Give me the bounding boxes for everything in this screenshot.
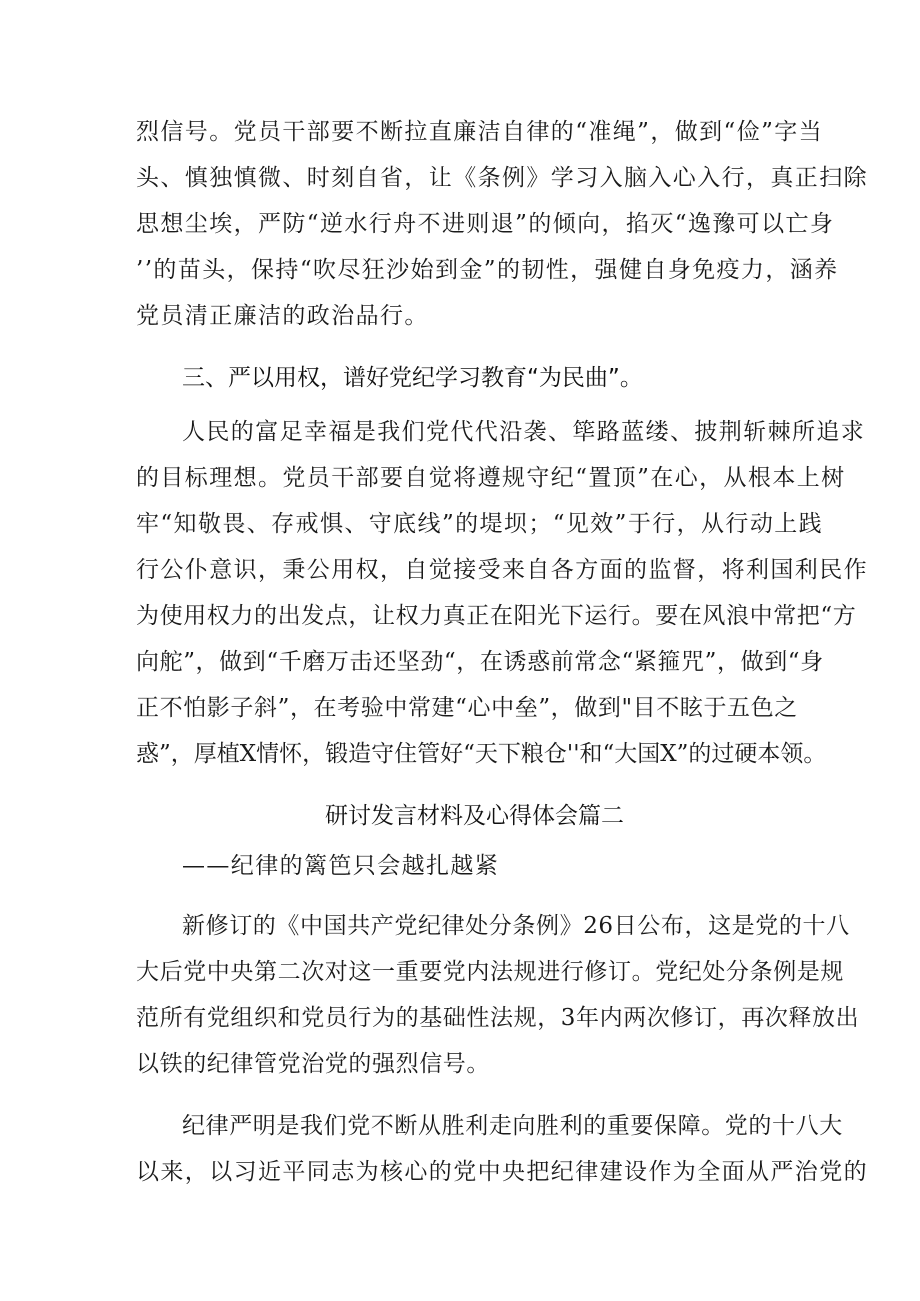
paragraph-line: 向舵”，做到“千磨万击还坚劲“，在诱惑前常念“紧箍咒”，做到“身 bbox=[136, 649, 824, 675]
paragraph-line: 思想尘埃，严防“逆水行舟不进则退”的倾向，掐灭“逸豫可以亡身 bbox=[136, 211, 835, 237]
paragraph-line: 惑”，厚植X情怀，锻造守住管好“天下粮仓''和“大国X”的过硬本领。 bbox=[136, 741, 827, 767]
article-subtitle: ——纪律的篱笆只会越扎越紧 bbox=[182, 853, 500, 879]
paragraph-line: 牢“知敬畏、存戒惧、守底线”的堤坝；“见效”于行，从行动上践 bbox=[136, 511, 824, 537]
paragraph-line: ’’的苗头，保持“吹尽狂沙始到金”的韧性，强健自身免疫力，涵养 bbox=[136, 257, 839, 283]
paragraph-line: 的目标理想。党员干部要自觉将遵规守纪“置顶”在心，从根本上树 bbox=[136, 465, 846, 491]
paragraph-line: 大后党中央第二次对这一重要党内法规进行修订。党纪处分条例是规 bbox=[136, 959, 844, 985]
paragraph-line: 以铁的纪律管党治党的强烈信号。 bbox=[136, 1051, 490, 1077]
paragraph-line: 范所有党组织和党员行为的基础性法规，3年内两次修订，再次释放出 bbox=[136, 1005, 860, 1031]
paragraph-line: 头、慎独慎微、时刻自省，让《条例》学习入脑入心入行，真正扫除 bbox=[136, 165, 868, 191]
paragraph-line: 纪律严明是我们党不断从胜利走向胜利的重要保障。党的十八大 bbox=[182, 1113, 843, 1139]
paragraph-line: 正不怕影子斜”，在考验中常建“心中垒”，做到"目不眩于五色之 bbox=[136, 695, 798, 721]
paragraph-line: 以来，以习近平同志为核心的党中央把纪律建设作为全面从严治党的 bbox=[136, 1159, 868, 1185]
paragraph-line: 新修订的《中国共产党纪律处分条例》26日公布，这是党的十八 bbox=[182, 913, 850, 939]
paragraph-line: 行公仆意识，秉公用权，自觉接受来自各方面的监督，将利国利民作 bbox=[136, 557, 868, 583]
paragraph-line: 党员清正廉洁的政治品行。 bbox=[136, 303, 429, 329]
section-heading: 三、严以用权，谱好党纪学习教育“为民曲”。 bbox=[182, 365, 643, 391]
article-title: 研讨发言材料及心得体会篇二 bbox=[325, 803, 624, 829]
paragraph-line: 人民的富足幸福是我们党代代沿袭、筚路蓝缕、披荆斩棘所追求 bbox=[182, 419, 866, 445]
paragraph-line: 为使用权力的出发点，让权力真正在阳光下运行。要在风浪中常把“方 bbox=[136, 603, 857, 629]
paragraph-line: 烈信号。党员干部要不断拉直廉洁自律的“准绳”，做到“俭”字当 bbox=[136, 119, 824, 145]
